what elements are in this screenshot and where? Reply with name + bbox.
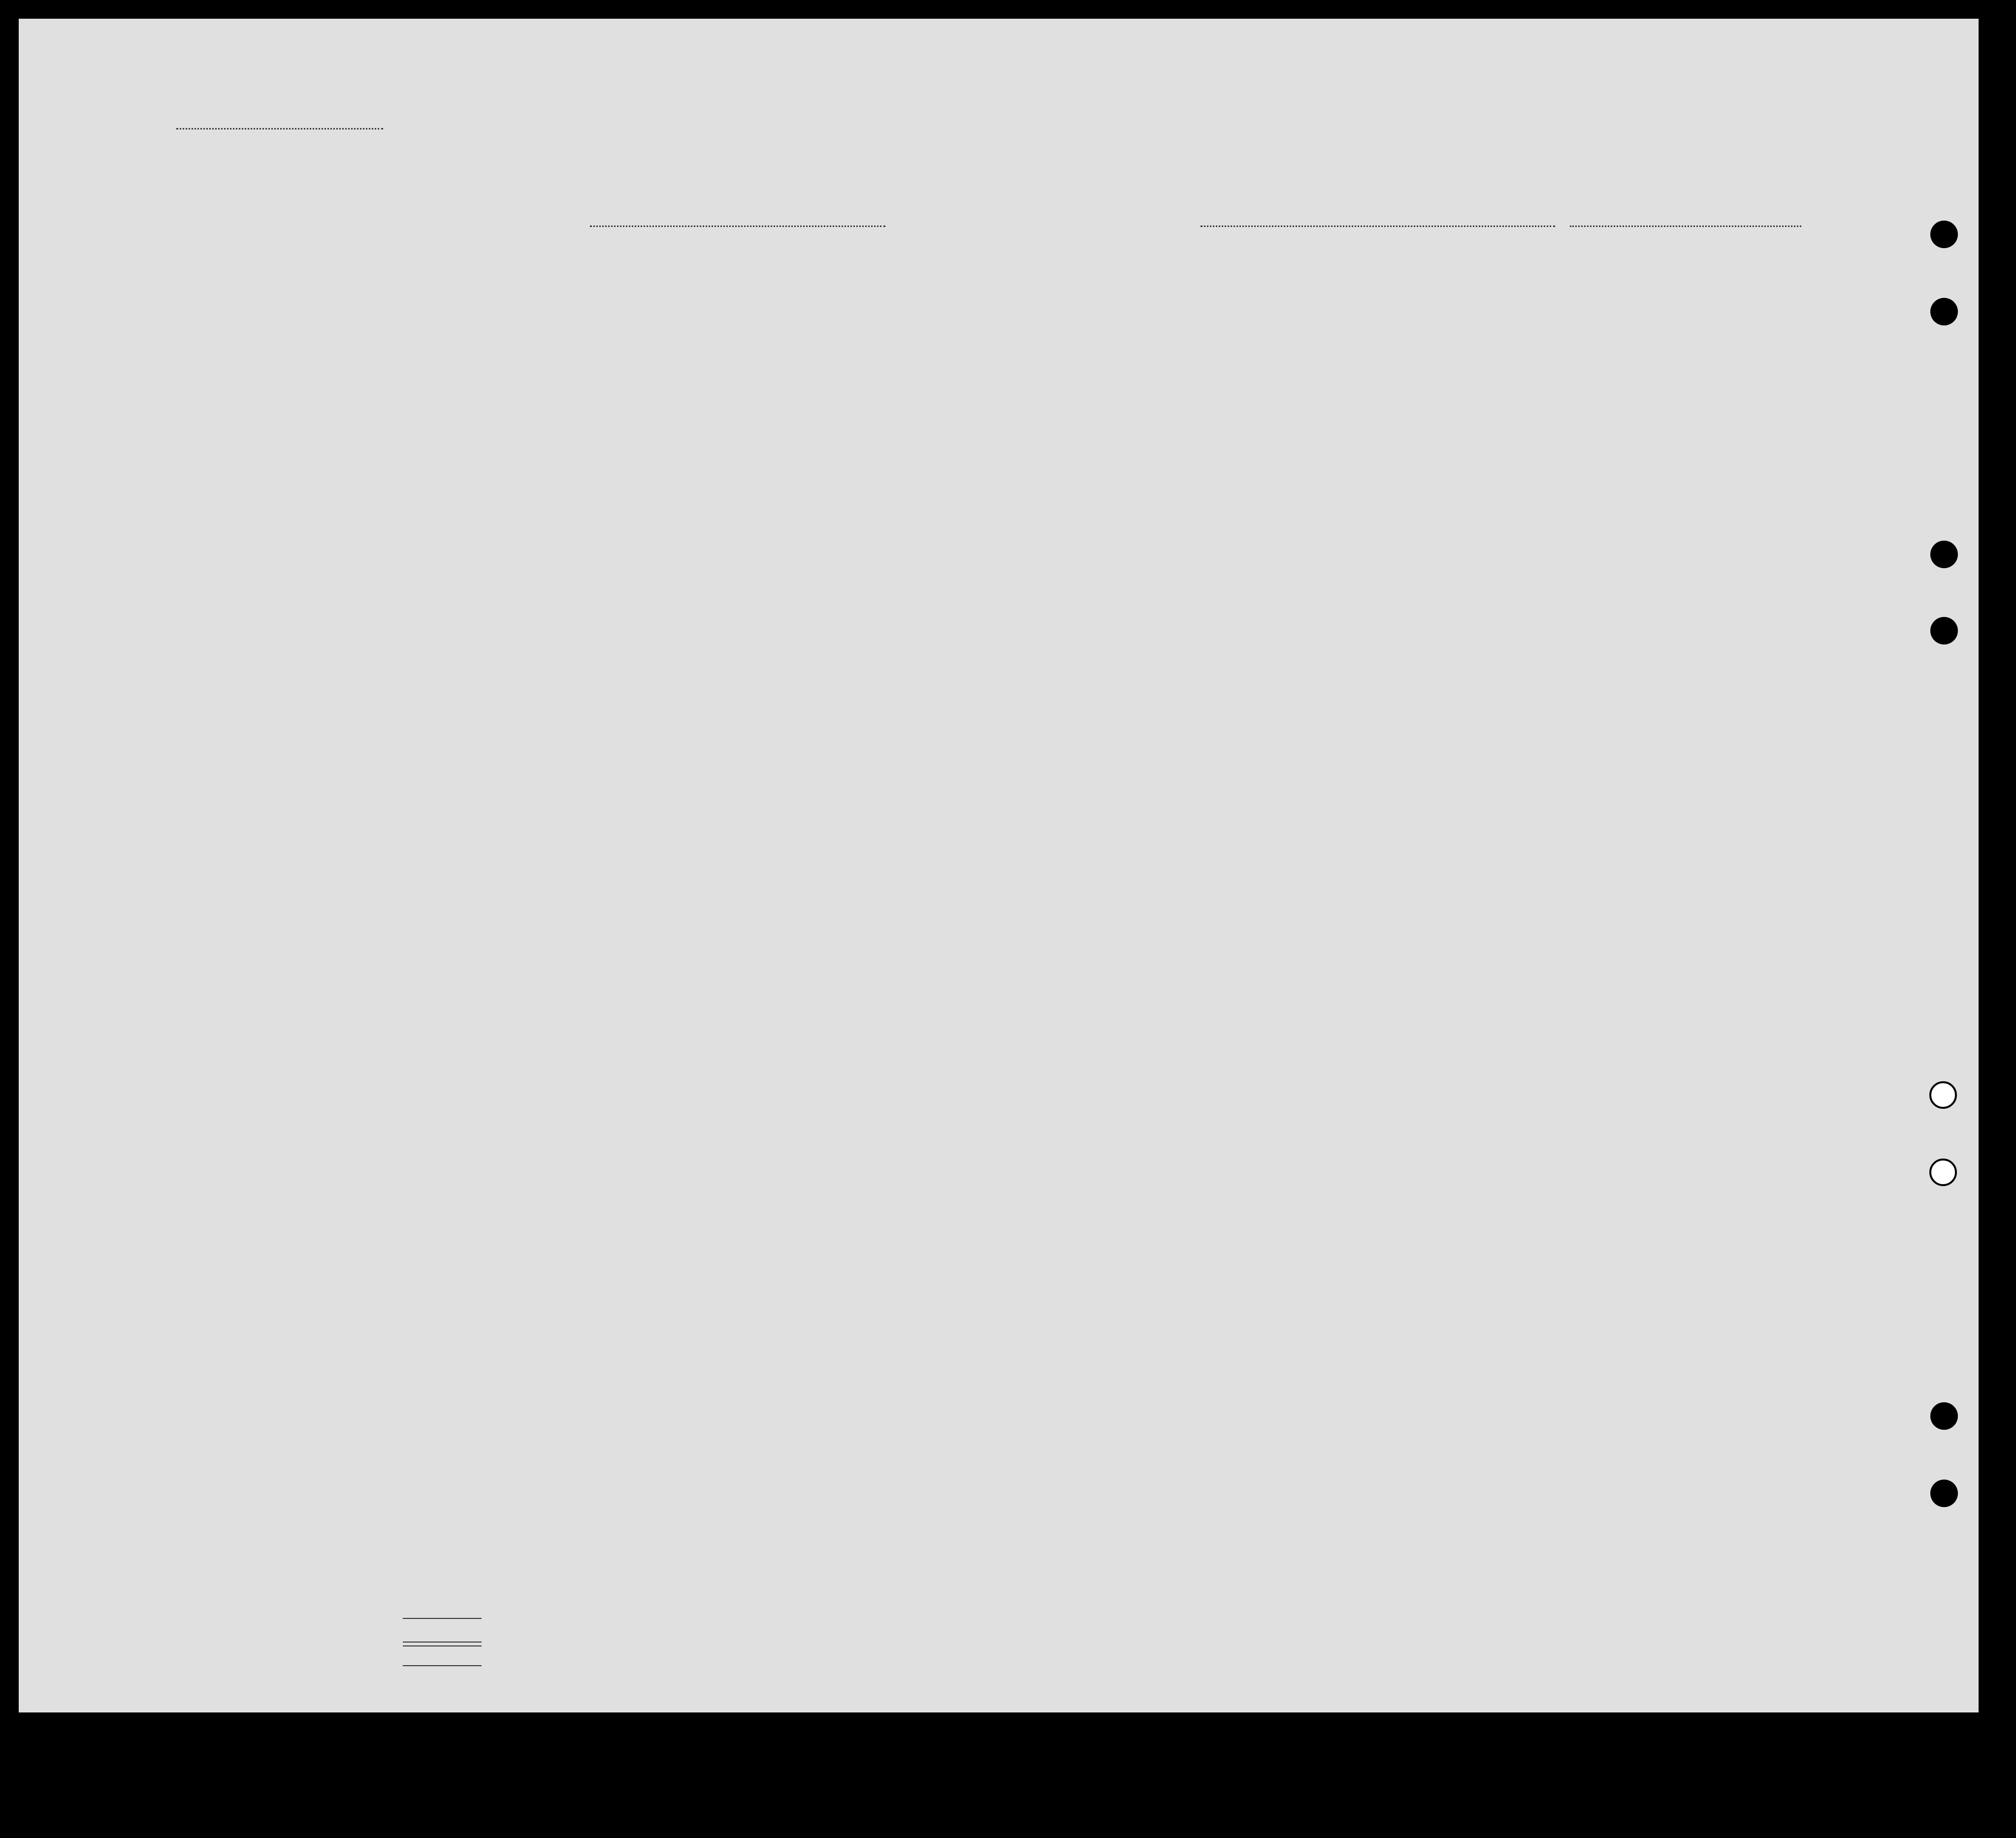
manifest-sheet: [19, 19, 1979, 1712]
manifest-grid: [19, 19, 1979, 1712]
binder-hole: [1929, 1159, 1957, 1186]
total-passengers-line: [403, 1618, 482, 1619]
binder-hole: [1930, 617, 1958, 645]
binder-hole: [1930, 1402, 1958, 1430]
binder-hole: [1930, 1480, 1958, 1507]
binder-hole: [1930, 221, 1958, 248]
binder-hole: [1930, 298, 1958, 325]
aliens-line: [403, 1665, 482, 1666]
binder-hole: [1930, 541, 1958, 568]
binder-hole: [1929, 1081, 1957, 1109]
us-citizens-line: [403, 1642, 482, 1643]
us-citizens-line-2: [403, 1645, 482, 1646]
